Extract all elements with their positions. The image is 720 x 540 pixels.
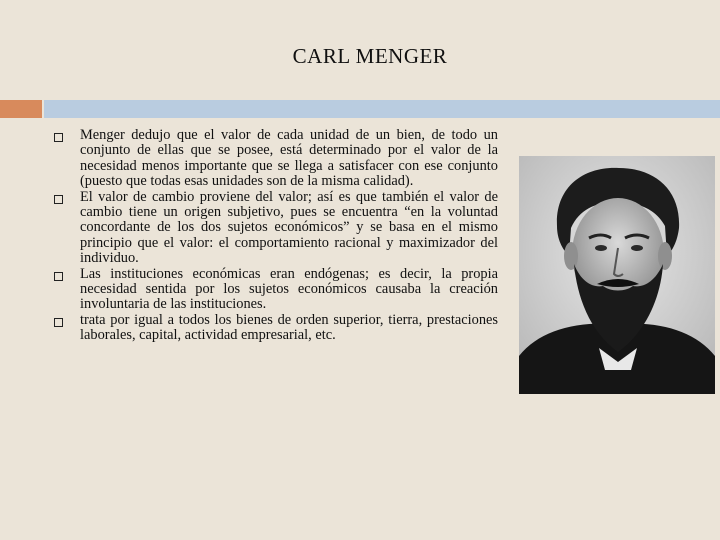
accent-bar (0, 100, 42, 118)
bullet-item (52, 267, 498, 313)
header-bar (44, 100, 720, 118)
bullet-text: trata por igual a todos los bienes de orden superior, tierra, prestaciones laborales, capital, actividad empresarial, etc. (80, 311, 498, 344)
bullet-item (52, 128, 498, 190)
hollow-square-bullet-icon (54, 272, 63, 281)
bullet-item (52, 313, 498, 344)
bullet-text: El valor de cambio proviene del valor; así es que también el valor de cambio tiene un origen subjetivo, pues se encuentra “en la voluntad concordante de los dos sujetos económicos” y se basa en el mismo principio que el valor: el comportamiento racional y maximizador del individuo. (80, 188, 498, 267)
hollow-square-bullet-icon (54, 195, 63, 204)
bullet-item (52, 190, 498, 267)
slide-title: CARL MENGER (292, 44, 448, 68)
bullet-text: Menger dedujo que el valor de cada unidad de un bien, de todo un conjunto de ellas que se posee, está determinado por el valor de la necesidad menos importante que se llega a satisfacer con ese conjunto (puesto que todas esas unidades son de la misma calidad). (80, 127, 498, 190)
bullet-list (52, 128, 498, 344)
portrait-photo (519, 156, 715, 394)
hollow-square-bullet-icon (54, 133, 63, 142)
hollow-square-bullet-icon (54, 318, 63, 327)
bullet-text: Las instituciones económicas eran endógenas; es decir, la propia necesidad sentida por los sujetos económicos causaba la creación involuntaria de las instituciones. (80, 265, 498, 313)
portrait-illustration (519, 156, 715, 394)
